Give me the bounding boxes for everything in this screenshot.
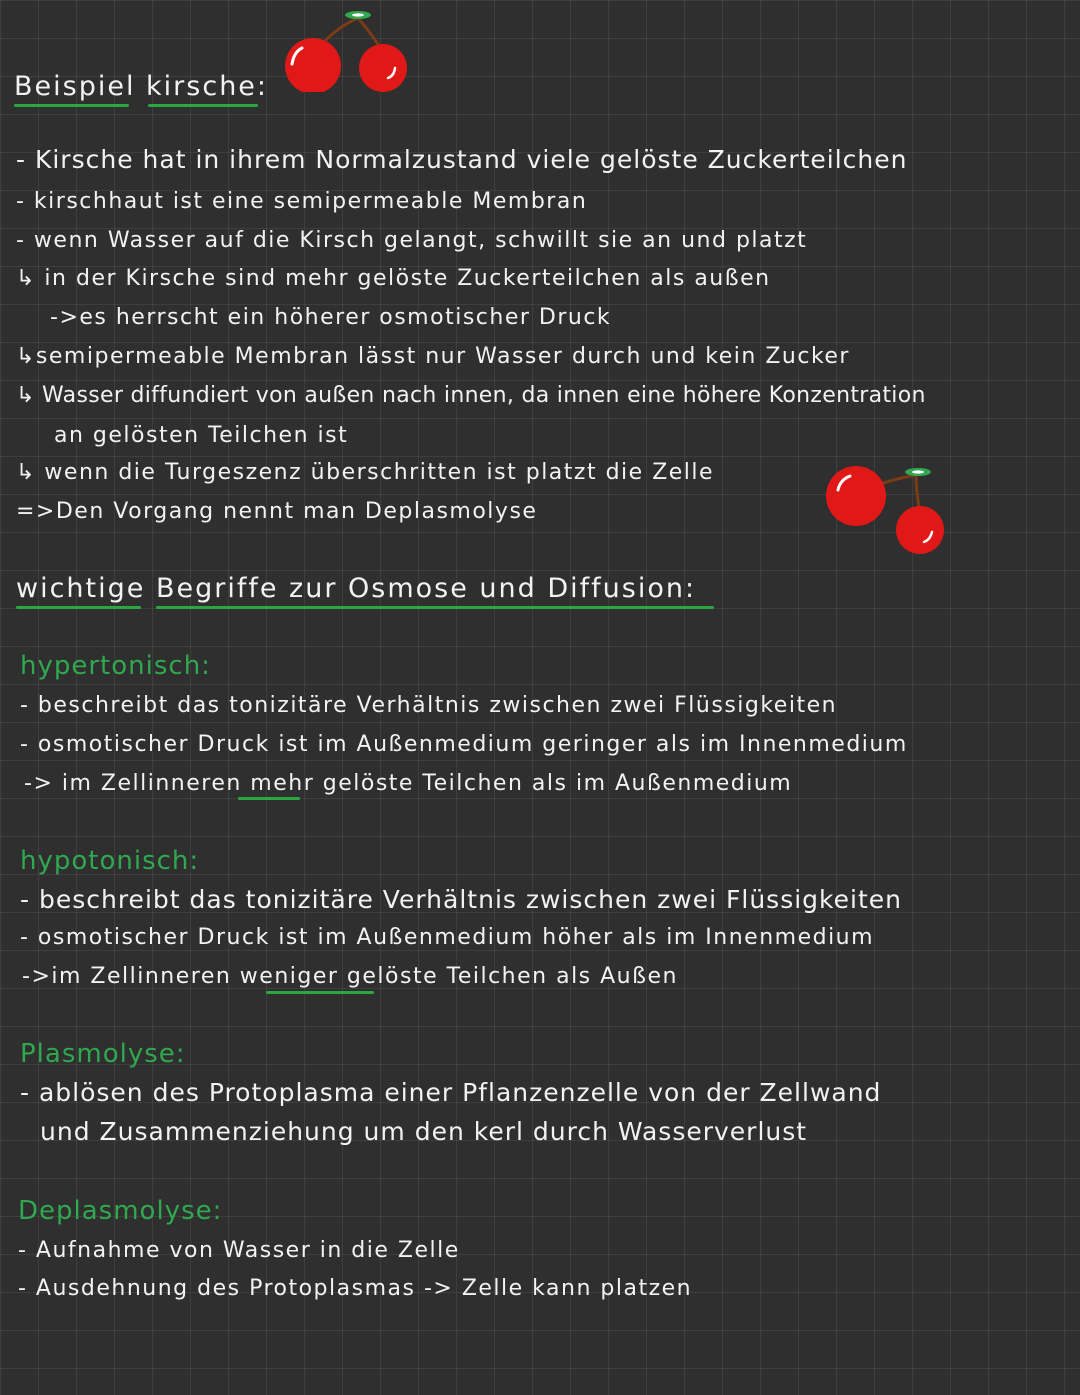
term-line: - beschreibt das tonizitäre Verhältnis zwischen zwei Flüssigkeiten [20, 693, 838, 718]
terms-title-underline [16, 606, 141, 609]
example-title-underline [14, 104, 129, 107]
example-title: Beispiel kirsche: [14, 71, 269, 102]
example-line: an gelösten Teilchen ist [54, 423, 349, 448]
example-line: - Kirsche hat in ihrem Normalzustand viele gelöste Zuckerteilchen [16, 145, 908, 174]
term-heading-hypotonisch: hypotonisch: [20, 846, 200, 876]
example-title-underline [148, 104, 258, 107]
term-line: - osmotischer Druck ist im Außenmedium höher als im Innenmedium [20, 925, 875, 950]
term-line: - Ausdehnung des Protoplasmas -> Zelle kann platzen [18, 1276, 693, 1301]
term-line: ->im Zellinneren weniger gelöste Teilchen als Außen [22, 964, 678, 989]
terms-title: wichtige Begriffe zur Osmose und Diffusion: [16, 573, 697, 604]
example-line: - wenn Wasser auf die Kirsch gelangt, schwillt sie an und platzt [16, 228, 808, 253]
term-line: - beschreibt das tonizitäre Verhältnis zwischen zwei Flüssigkeiten [20, 885, 902, 914]
term-line: und Zusammenziehung um den kerl durch Wasserverlust [40, 1117, 808, 1146]
term-line: - Aufnahme von Wasser in die Zelle [18, 1238, 460, 1263]
example-line: - kirschhaut ist eine semipermeable Membran [16, 189, 588, 214]
example-line: ↳ wenn die Turgeszenz überschritten ist platzt die Zelle [16, 460, 715, 485]
terms-title-underline [156, 606, 714, 609]
term-line: - osmotischer Druck ist im Außenmedium geringer als im Innenmedium [20, 732, 908, 757]
term-heading-plasmolyse: Plasmolyse: [20, 1039, 186, 1069]
example-line: ->es herrscht ein höherer osmotischer Druck [50, 305, 612, 330]
term-heading-hypertonisch: hypertonisch: [20, 651, 211, 681]
emphasis-underline [266, 991, 374, 994]
example-line: ↳ in der Kirsche sind mehr gelöste Zuckerteilchen als außen [16, 266, 771, 291]
term-heading-deplasmolyse: Deplasmolyse: [18, 1196, 223, 1226]
cherry-icon [820, 460, 950, 560]
example-line: =>Den Vorgang nennt man Deplasmolyse [16, 499, 538, 524]
example-line: ↳semipermeable Membran lässt nur Wasser durch und kein Zucker [16, 344, 850, 369]
term-line: -> im Zellinneren mehr gelöste Teilchen als im Außenmedium [24, 771, 793, 796]
emphasis-underline [238, 797, 300, 800]
cherry-icon [278, 8, 418, 92]
term-line: - ablösen des Protoplasma einer Pflanzenzelle von der Zellwand [20, 1078, 882, 1107]
example-line: ↳ Wasser diffundiert von außen nach innen, da innen eine höhere Konzentration [16, 383, 926, 408]
